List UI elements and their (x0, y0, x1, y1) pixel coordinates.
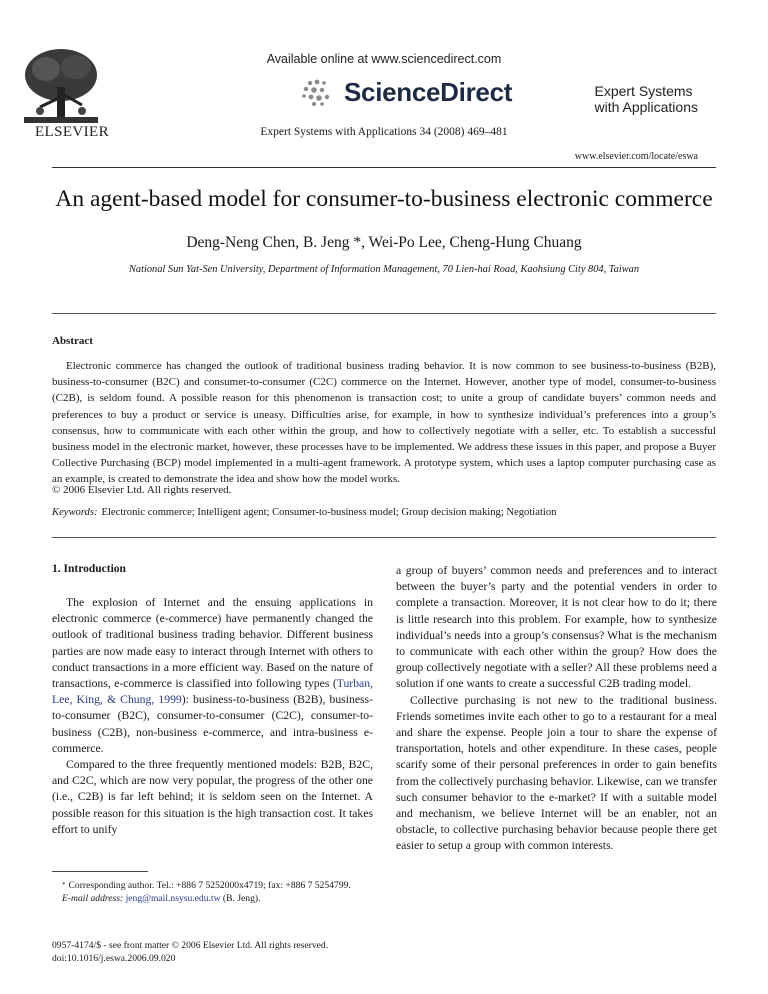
left-column (52, 563, 373, 838)
publisher-logo-text: ELSEVIER (34, 124, 110, 140)
keywords-list: Electronic commerce; Intelligent agent; Consumer-to-business model; Group decision making; Negotiation (101, 507, 557, 518)
abstract-copyright: © 2006 Elsevier Ltd. All rights reserved. (52, 484, 232, 496)
issn-line: 0957-4174/$ - see front matter © 2006 Elsevier Ltd. All rights reserved. (52, 940, 329, 951)
abstract-text: Electronic commerce has changed the outlook of traditional business trading behavior. It is now common to see business-to-business (B2B), business-to-consumer (B2C) and consumer-to-consumer (C2C) commerce on the Internet. However, another type of model, consumer-to-business (C2B), is seldom found. A possible reason for this phenomenon is transaction cost; to unite a group of candidate buyers’ common needs and preferences to buy a product or service is uneasy. Difficulties arise, for example, in how to synthesize individual’s preferences into a group’s consensus, how to communicate with each other within the group, and how to collectively negotiate with a seller, etc. To establish a successful business model in the electronic market, however, these processes have to be implemented. We address these issues in this paper, and propose a Buyer Collective Purchasing (BCP) model implemented in a multi-agent framework. A prototype system, which uses a laptop computer purchasing case as an example, is created to demonstrate the idea and show how the model works. (52, 360, 716, 486)
author-email-link[interactable]: jeng@mail.nsysu.edu.tw (125, 893, 221, 904)
section-heading-introduction: 1. Introduction (52, 563, 126, 575)
available-online-line: Available online at www.sciencedirect.com (266, 52, 502, 66)
abstract-bottom-divider (52, 537, 716, 538)
journal-brand-line2: with Applications (594, 99, 698, 115)
abstract-heading: Abstract (52, 335, 93, 347)
header-divider (52, 167, 716, 168)
intro-paragraph-3: a group of buyers’ common needs and preferences and to interact between the buyer’s party and the potential venders in order to complete a transaction. Moreover, it is not clear how to do it; there is little research into this problem. For example, how to synthesize individual’s needs into a group’s consensus? What is the mechanism to communicate with each other within the group? How does the group collectively negotiate with a seller? All these problems need a solution if one wants to create a successful C2B trading model. (396, 564, 717, 691)
intro-paragraph-2: Compared to the three frequently mentioned models: B2B, B2C, and C2C, which are now very popular, the progress of the other one (i.e., C2B) is far left behind; it is seldom seen on the Internet. A possible reason for this situation is the high transaction cost. It takes effort to unify (52, 758, 373, 836)
footnote-corresponding-author: * Corresponding author. Tel.: +886 7 5252000x4719; fax: +886 7 5254799. E-mail address: jeng@mail.nsysu.edu.tw (B. Jeng). (52, 879, 373, 905)
footnote-star: * (62, 881, 66, 889)
article-authors: Deng-Neng Chen, B. Jeng *, Wei-Po Lee, Cheng-Hung Chuang (186, 234, 582, 251)
article-title: An agent-based model for consumer-to-business electronic commerce (55, 186, 713, 212)
sciencedirect-wordmark: ScienceDirect (344, 76, 513, 107)
journal-url[interactable]: www.elsevier.com/locate/eswa (574, 151, 698, 162)
footnote-divider (52, 871, 148, 872)
sciencedirect-logo (300, 72, 512, 112)
intro-paragraph-4: Collective purchasing is not new to the traditional business. Friends sometimes invite each other to go to a restaurant for a meal and share the expense. People join a tour to share the expense of transportation, hotels and other expenditure. In these cases, people scarify some of their personal preferences in order to gain benefits from the collectively purchasing behavior. Likewise, can we transfer such consumer behavior to the e-market? If with a suitable model and mechanism, we believe Internet will be an enabler, not an obstacle, to collective purchasing behavior because people there get easier to setup a group with common interests. (396, 693, 717, 853)
right-column (396, 563, 717, 855)
article-affiliation: National Sun Yat-Sen University, Department of Information Management, 70 Lien-hai Road, Kaohsiung City 804, Taiwan (128, 264, 640, 275)
abstract-top-divider (52, 313, 716, 314)
journal-brand (594, 83, 698, 115)
sciencedirect-dots-icon (300, 77, 340, 107)
issn-doi-block (52, 939, 373, 965)
journal-reference: Expert Systems with Applications 34 (2008) 469–481 (260, 126, 508, 138)
journal-brand-line1: Expert Systems (594, 83, 693, 99)
intro-paragraph-1: The explosion of Internet and the ensuing applications in electronic commerce (e-commerce) have permanently changed the outlook of traditional business trading behavior. Different business parties are now made easy to interact through Internet with others to conduct transactions in a more efficient way. Based on the nature of transactions, e-commerce is classified into following types (Turban, Lee, King, & Chung, 1999): business-to-business (B2B), business-to-consumer (B2C), consumer-to-consumer (C2C), consumer-to-business (C2B), non-business e-commerce, and intra-business e-commerce. (52, 596, 373, 755)
citation-link-turban[interactable]: Turban, Lee, King, & Chung, 1999 (52, 677, 373, 707)
doi-line[interactable]: doi:10.1016/j.eswa.2006.09.020 (52, 953, 176, 964)
footnote-email-line: E-mail address: jeng@mail.nsysu.edu.tw (B. Jeng). (62, 893, 261, 904)
keywords-label: Keywords: (52, 507, 98, 518)
keywords-line (52, 507, 556, 518)
